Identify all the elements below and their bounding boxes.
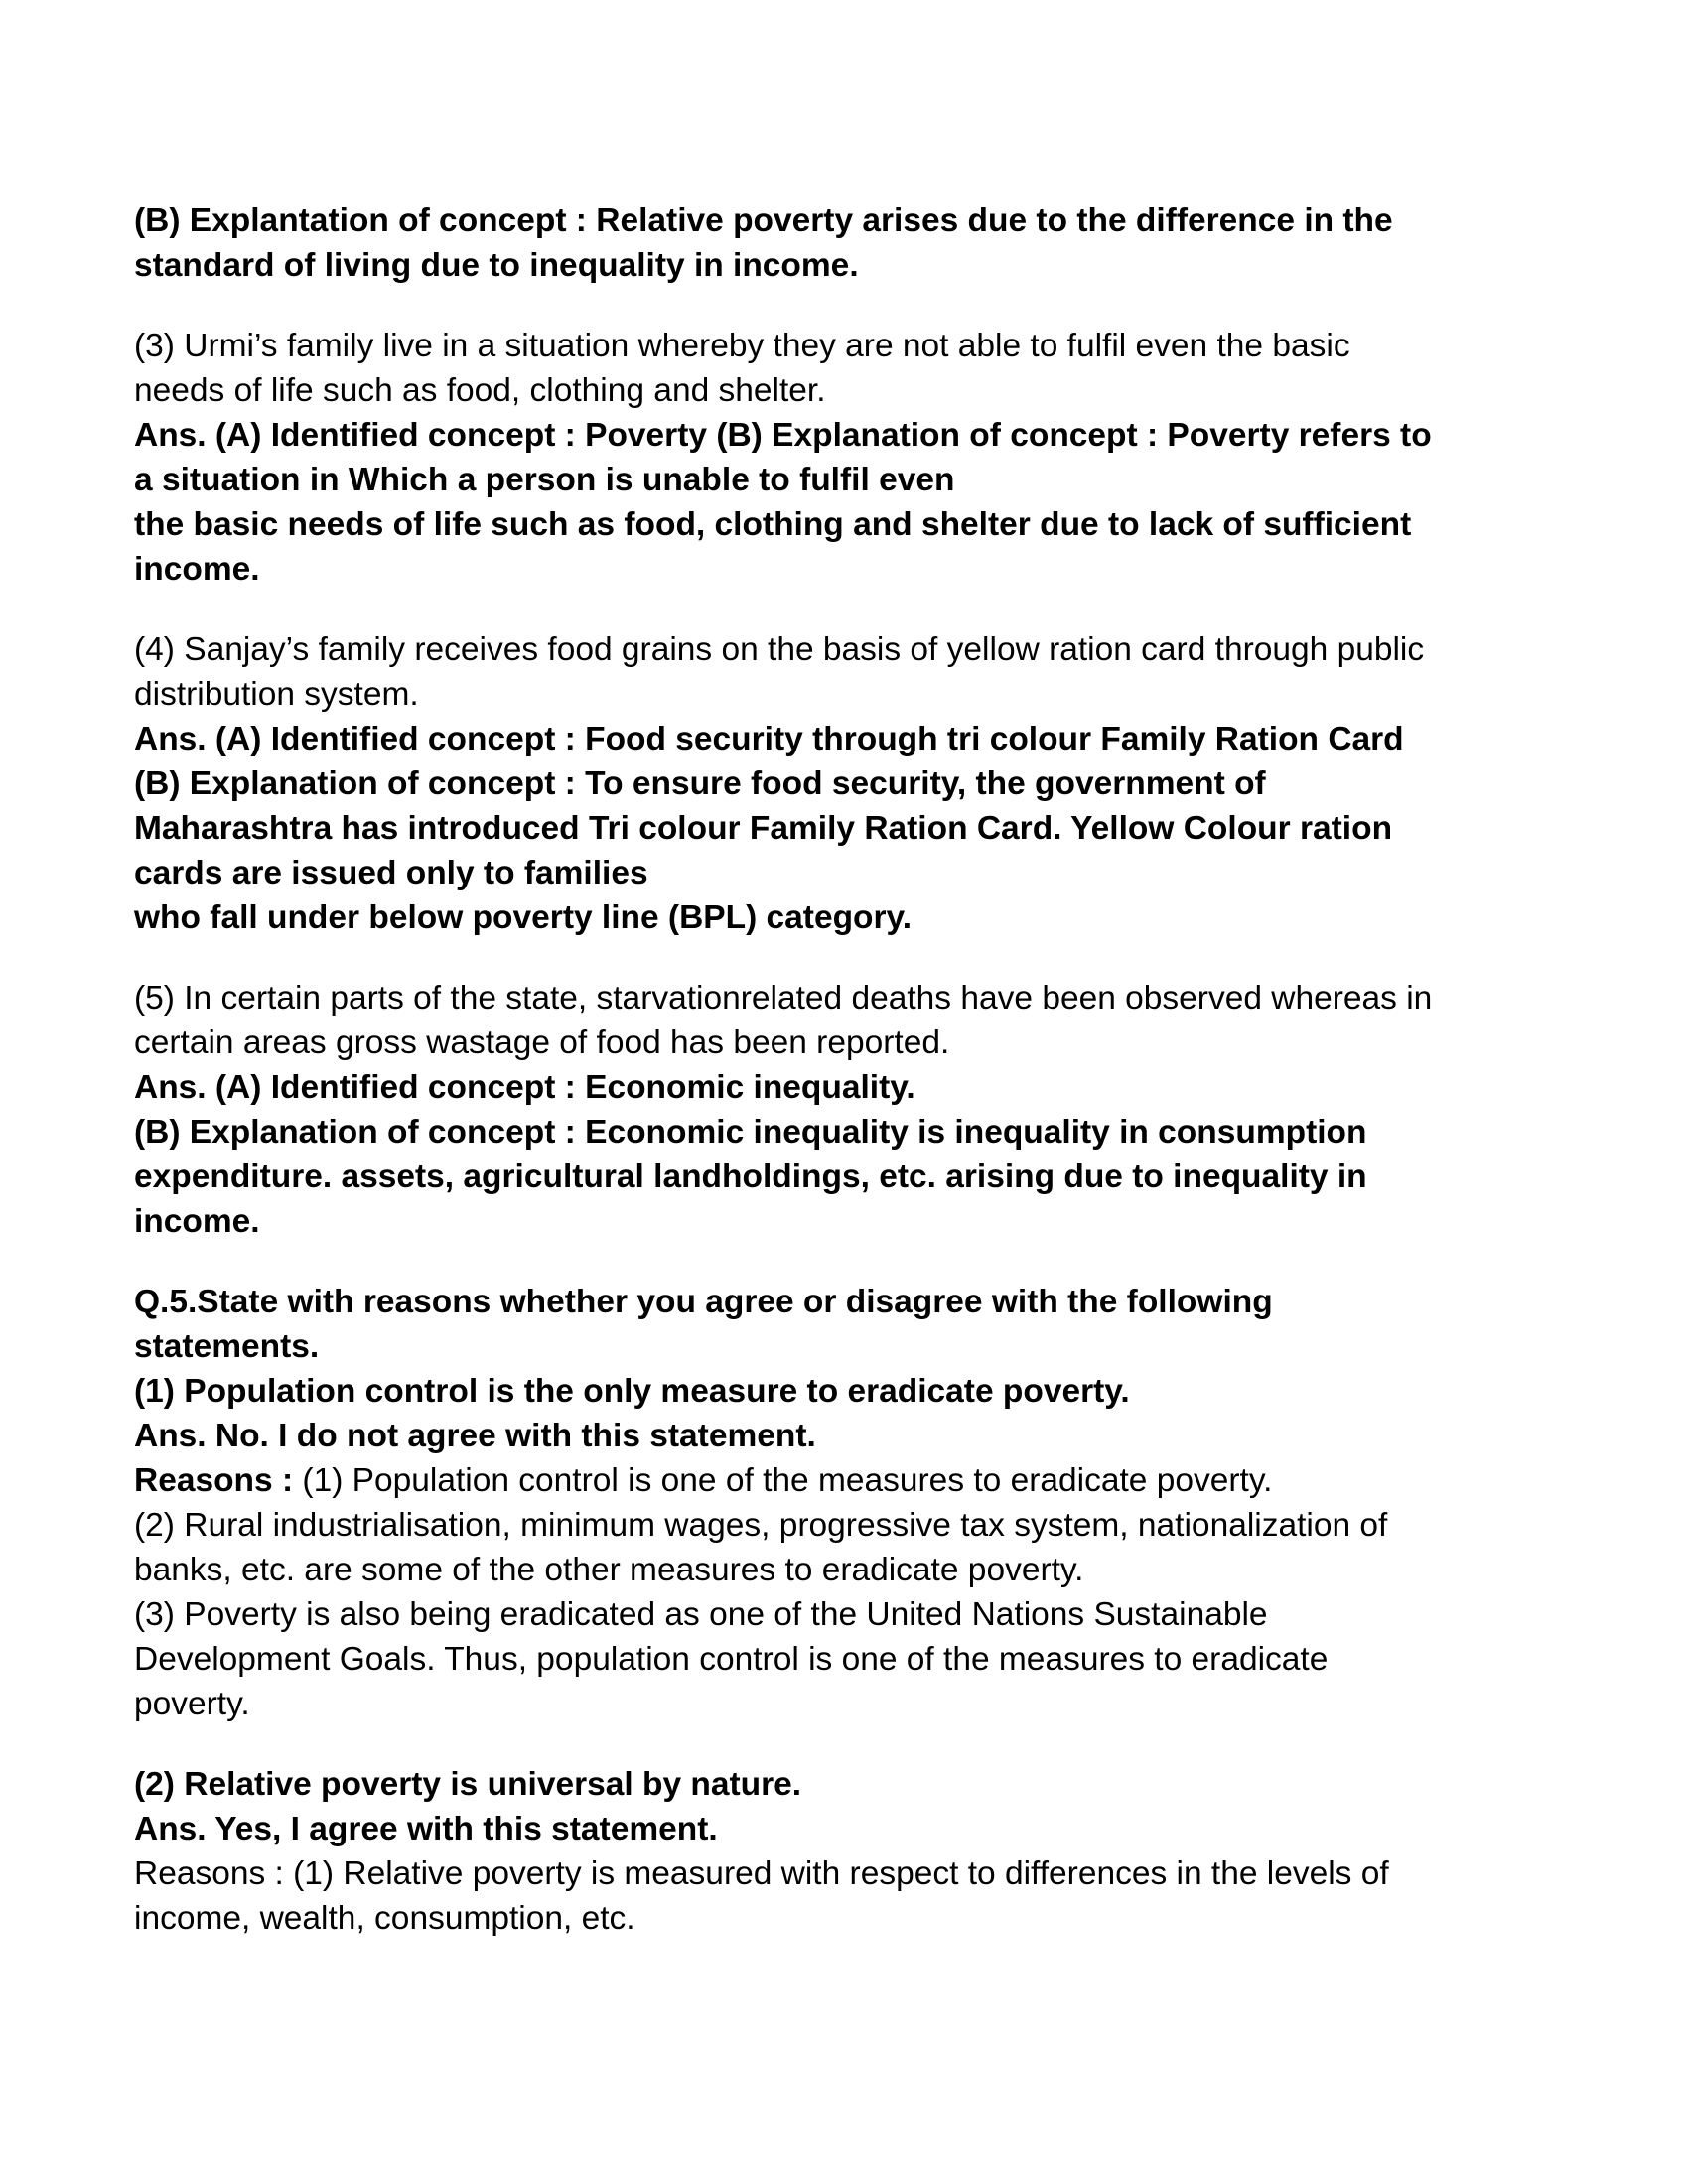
reasons-line: (2) Rural industrialisation, minimum wages, progressive tax system, nationalization of bbox=[134, 1507, 1388, 1544]
question-3-block bbox=[134, 324, 1564, 592]
text-line: (B) Explantation of concept : Relative poverty arises due to the difference in the bbox=[134, 203, 1393, 239]
section-heading-line: Q.5.State with reasons whether you agree or disagree with the following bbox=[134, 1284, 1273, 1320]
answer-line: income. bbox=[134, 1203, 260, 1240]
reasons-line: Reasons : (1) Relative poverty is measured with respect to differences in the levels of bbox=[134, 1855, 1389, 1892]
answer-line: (B) Explanation of concept : Economic inequality is inequality in consumption bbox=[134, 1114, 1367, 1151]
answer-line: (B) Explanation of concept : To ensure food security, the government of bbox=[134, 765, 1266, 802]
reasons-line: Development Goals. Thus, population control is one of the measures to eradicate bbox=[134, 1641, 1329, 1678]
statement-2-answer: Ans. Yes, I agree with this statement. bbox=[134, 1811, 718, 1847]
question-line: needs of life such as food, clothing and shelter. bbox=[134, 372, 826, 409]
reasons-text: (1) Population control is one of the measures to eradicate poverty. bbox=[293, 1462, 1273, 1499]
question-4-block bbox=[134, 627, 1564, 940]
statement-2: (2) Relative poverty is universal by nature. bbox=[134, 1766, 802, 1803]
statement-1-answer: Ans. No. I do not agree with this statement. bbox=[134, 1418, 816, 1454]
answer-line: the basic needs of life such as food, clothing and shelter due to lack of sufficient bbox=[134, 506, 1412, 543]
answer-line: income. bbox=[134, 551, 260, 588]
answer-line: a situation in Which a person is unable to fulfil even bbox=[134, 462, 955, 498]
answer-line: cards are issued only to families bbox=[134, 855, 648, 891]
text-line: standard of living due to inequality in income. bbox=[134, 247, 859, 284]
statement-2-block bbox=[134, 1762, 1564, 1941]
reasons-line bbox=[134, 1458, 1564, 1503]
question-line: distribution system. bbox=[134, 676, 419, 713]
answer-line: Ans. (A) Identified concept : Poverty (B) Explanation of concept : Poverty refers to bbox=[134, 417, 1432, 454]
reasons-label: Reasons : bbox=[134, 1462, 294, 1499]
reasons-line: income, wealth, consumption, etc. bbox=[134, 1900, 635, 1937]
question-line: (5) In certain parts of the state, starvationrelated deaths have been observed whereas in bbox=[134, 980, 1433, 1017]
answer-line: Ans. (A) Identified concept : Economic inequality. bbox=[134, 1069, 915, 1106]
question-line: (4) Sanjay’s family receives food grains on the basis of yellow ration card through public bbox=[134, 631, 1425, 668]
answer-line: who fall under below poverty line (BPL) category. bbox=[134, 899, 913, 936]
answer-line: Maharashtra has introduced Tri colour Family Ration Card. Yellow Colour ration bbox=[134, 810, 1393, 847]
statement-1: (1) Population control is the only measure to eradicate poverty. bbox=[134, 1373, 1130, 1410]
explanation-b-relative-poverty bbox=[134, 199, 1564, 288]
section-q5-block bbox=[134, 1280, 1564, 1726]
reasons-line: poverty. bbox=[134, 1686, 250, 1722]
reasons-line: (3) Poverty is also being eradicated as one of the United Nations Sustainable bbox=[134, 1596, 1268, 1633]
question-line: certain areas gross wastage of food has been reported. bbox=[134, 1024, 950, 1061]
question-5-block bbox=[134, 976, 1564, 1244]
document-page bbox=[134, 199, 1564, 1941]
section-heading-line: statements. bbox=[134, 1328, 320, 1365]
reasons-line: banks, etc. are some of the other measures to eradicate poverty. bbox=[134, 1552, 1084, 1588]
answer-line: Ans. (A) Identified concept : Food security through tri colour Family Ration Card bbox=[134, 721, 1404, 757]
answer-line: expenditure. assets, agricultural landholdings, etc. arising due to inequality in bbox=[134, 1159, 1367, 1195]
question-line: (3) Urmi’s family live in a situation whereby they are not able to fulfil even the basic bbox=[134, 328, 1350, 364]
